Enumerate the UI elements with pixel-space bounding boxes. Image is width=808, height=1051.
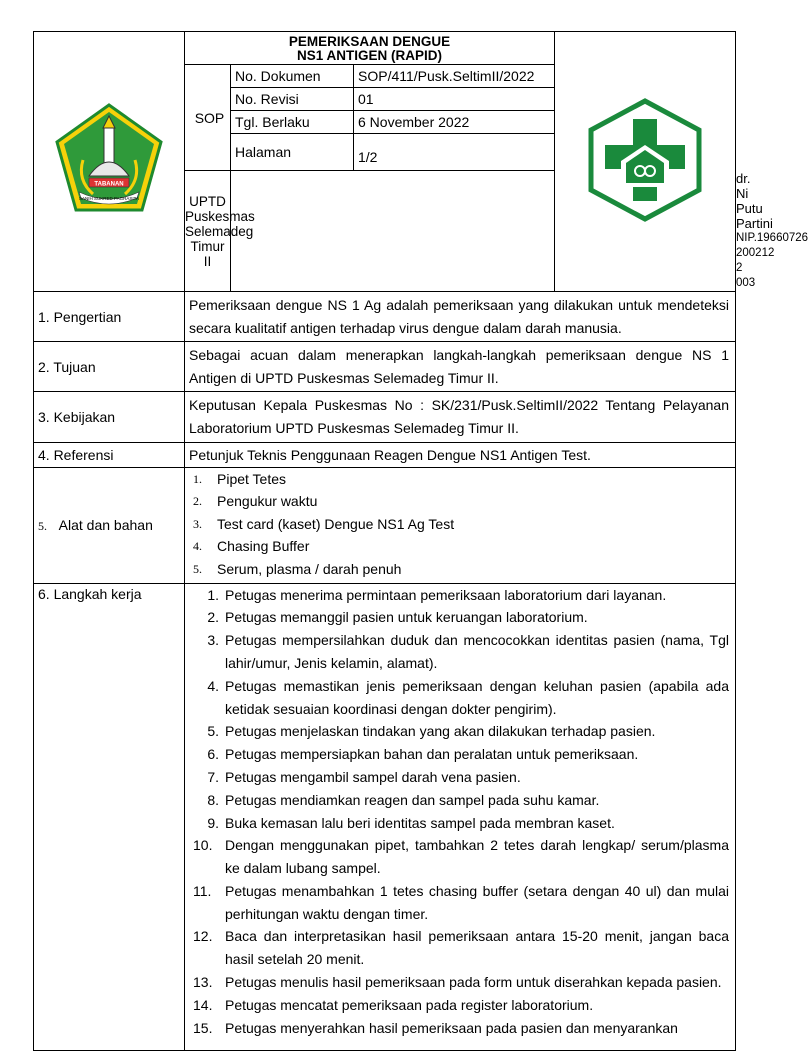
- step-number: 4.: [207, 677, 219, 694]
- step-number: 6.: [207, 746, 219, 763]
- list-item-text: Pengukur waktu: [217, 493, 318, 510]
- step-text: Petugas menyerahkan hasil pemeriksaan pada pasien dan menyarankan: [225, 1019, 678, 1036]
- step-item: [189, 789, 729, 812]
- list-item-num: 3.: [193, 516, 202, 531]
- step-item: [189, 1017, 729, 1040]
- section-label-pengertian: 1. Pengertian: [34, 292, 185, 342]
- unit-line-3: Selemadeg Timur II: [185, 223, 254, 269]
- meta-label-no-revisi: No. Revisi: [231, 88, 354, 111]
- list-item: [189, 490, 729, 513]
- step-item: [189, 880, 729, 926]
- sop-document: [33, 31, 808, 1036]
- step-number: 2.: [207, 609, 219, 626]
- header-table: TABANAN SANIH SUKRED PAGRASITA PEMERIKSAAN DENGUE NS1 ANTIGEN (RAPID) SOP No. Dokumen SOP/411/Pusk.SeltimII/2022 No. Revisi 01 Tgl. Berlaku 6 November 2022 Halaman 1/2 UPTD Puskesmas Selemadeg Timur II dr. Ni Putu Partini NIP.19660726 200212 2 003: [33, 31, 736, 292]
- step-text: Petugas mencatat pemeriksaan pada register laboratorium.: [225, 996, 594, 1013]
- step-item: [189, 925, 729, 971]
- step-number: 9.: [207, 814, 219, 831]
- section-label-alat: [34, 467, 185, 583]
- list-item: [189, 513, 729, 536]
- list-item-num: 1.: [193, 471, 202, 486]
- section-label-langkah: 6. Langkah kerja: [34, 583, 185, 1050]
- section-list-alat: [185, 467, 736, 583]
- section-text-pengertian: Pemeriksaan dengue NS 1 Ag adalah pemeriksaan yang dilakukan untuk mendeteksi secara kualitatif antigen terhadap virus dengue dalam darah manusia.: [185, 292, 736, 342]
- step-text: Petugas menulis hasil pemeriksaan pada form untuk diserahkan kepada pasien.: [225, 974, 722, 991]
- step-text: Petugas mempersiapkan bahan dan peralatan untuk pemeriksaan.: [225, 746, 639, 763]
- content-table: [33, 291, 736, 1051]
- step-number: 11.: [193, 882, 212, 899]
- unit-name: [185, 171, 255, 292]
- section-num-alat: 5.: [38, 518, 47, 533]
- meta-value-no-revisi: 01: [354, 88, 555, 111]
- step-item: [189, 743, 729, 766]
- left-logo-cell: [34, 32, 185, 292]
- step-item: [189, 834, 729, 880]
- step-item: [189, 971, 729, 994]
- meta-value-no-dokumen: SOP/411/Pusk.SeltimII/2022: [354, 65, 555, 88]
- section-steps-langkah: [185, 583, 736, 1050]
- section-text-tujuan: Sebagai acuan dalam menerapkan langkah-langkah pemeriksaan dengue NS 1 Antigen di UPTD Puskesmas Selemadeg Timur II.: [185, 342, 736, 392]
- document-title: [185, 32, 555, 65]
- tabanan-regency-logo: [53, 102, 165, 218]
- step-item: [189, 584, 729, 607]
- step-text: Baca dan interpretasikan hasil pemeriksaan antara 15-20 menit, jangan baca hasil setelah 20 menit.: [225, 928, 729, 968]
- sop-label: SOP: [185, 65, 231, 171]
- step-number: 8.: [207, 791, 219, 808]
- unit-line-2: Puskesmas: [185, 208, 255, 224]
- list-item-text: Serum, plasma / darah penuh: [217, 560, 402, 577]
- step-number: 7.: [207, 768, 219, 785]
- section-text-label-alat: Alat dan bahan: [58, 516, 153, 533]
- list-item-num: 5.: [193, 561, 202, 576]
- step-item: [189, 675, 729, 721]
- step-text: Petugas memanggil pasien untuk keruangan laboratorium.: [225, 609, 588, 626]
- step-text: Petugas mendiamkan reagen dan sampel pada suhu kamar.: [225, 791, 600, 808]
- step-number: 15.: [193, 1019, 213, 1036]
- section-label-referensi: 4. Referensi: [34, 442, 185, 467]
- step-text: Dengan menggunakan pipet, tambahkan 2 tetes darah lengkap/ serum/plasma ke dalam lubang sampel.: [225, 837, 729, 877]
- unit-line-1: UPTD: [189, 193, 226, 209]
- list-item-num: 2.: [193, 494, 202, 509]
- step-item: [189, 606, 729, 629]
- step-text: Petugas memastikan jenis pemeriksaan dengan keluhan pasien (apabila ada ketidak sesuaian koordinasi dengan dokter pengirim).: [225, 677, 729, 717]
- step-text: Petugas mengambil sampel darah vena pasien.: [225, 768, 521, 785]
- list-item-text: Chasing Buffer: [217, 538, 310, 555]
- step-item: [189, 994, 729, 1017]
- step-text: Buka kemasan lalu beri identitas sampel pada membran kaset.: [225, 814, 615, 831]
- step-number: 12.: [193, 928, 213, 945]
- meta-value-tgl-berlaku: 6 November 2022: [354, 111, 555, 134]
- step-text: Petugas menjelaskan tindakan yang akan dilakukan terhadap pasien.: [225, 723, 656, 740]
- step-text: Petugas mempersilahkan duduk dan mencocokkan identitas pasien (nama, Tgl lahir/umur, Jenis kelamin, alamat).: [225, 632, 729, 671]
- title-line-1: PEMERIKSAAN DENGUE: [288, 34, 451, 49]
- list-item: [189, 558, 729, 581]
- step-item: [189, 720, 729, 743]
- step-number: 3.: [207, 632, 219, 649]
- list-item-text: Test card (kaset) Dengue NS1 Ag Test: [217, 515, 455, 532]
- meta-label-tgl-berlaku: Tgl. Berlaku: [231, 111, 354, 134]
- svg-text:TABANAN: TABANAN: [94, 181, 124, 188]
- meta-label-halaman: Halaman: [231, 134, 354, 171]
- puskesmas-logo: [585, 97, 705, 223]
- meta-value-halaman: 1/2: [354, 134, 555, 171]
- step-item: [189, 629, 729, 675]
- meta-label-no-dokumen: No. Dokumen: [231, 65, 354, 88]
- steps-list: [189, 584, 729, 1040]
- svg-text:SANIH SUKRED PAGRASITA: SANIH SUKRED PAGRASITA: [78, 196, 140, 201]
- step-number: 13.: [193, 974, 213, 991]
- step-text: Petugas menambahkan 1 tetes chasing buffer (setara dengan 40 ul) dan mulai perhitungan waktu dengan timer.: [225, 882, 729, 922]
- section-text-kebijakan: Keputusan Kepala Puskesmas No : SK/231/Pusk.SeltimII/2022 Tentang Pelayanan Laboratorium UPTD Puskesmas Selemadeg Timur II.: [185, 392, 736, 442]
- section-text-referensi: Petunjuk Teknis Penggunaan Reagen Dengue NS1 Antigen Test.: [185, 442, 736, 467]
- list-item: [189, 468, 729, 491]
- step-item: [189, 812, 729, 835]
- step-number: 10.: [193, 837, 213, 854]
- step-number: 1.: [207, 586, 219, 603]
- step-text: Petugas menerima permintaan pemeriksaan laboratorium dari layanan.: [225, 586, 667, 603]
- list-item-num: 4.: [193, 539, 202, 554]
- title-line-2: NS1 ANTIGEN (RAPID): [296, 48, 442, 63]
- list-item-text: Pipet Tetes: [217, 470, 287, 487]
- step-item: [189, 766, 729, 789]
- list-item: [189, 535, 729, 558]
- section-label-tujuan: 2. Tujuan: [34, 342, 185, 392]
- step-number: 14.: [193, 996, 213, 1013]
- step-number: 5.: [207, 723, 219, 740]
- section-label-kebijakan: 3. Kebijakan: [34, 392, 185, 442]
